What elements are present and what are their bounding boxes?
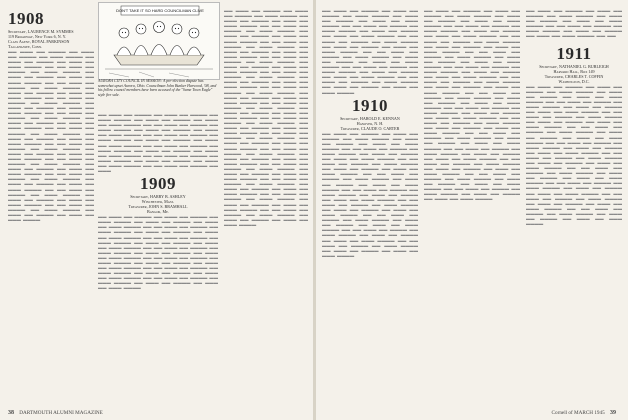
body-text-placeholder: ▬▬ ▬▬▬ ▬▬ ▬▬▬▬ ▬▬ ▬▬▬ ▬▬ ▬▬▬▬ ▬▬ ▬▬▬ ▬▬▬▬ ▬▬ ▬▬▬ ▬▬ ▬▬▬▬ ▬▬ ▬▬▬ ▬▬ ▬▬▬ ▬▬▬▬ ▬▬ ▬▬ ▬▬▬ ▬▬ ▬▬▬▬ ▬▬ ▬▬▬ ▬▬▬▬ ▬▬ ▬▬▬ ▬▬ ▬▬▬▬ ▬▬ ▬▬▬ ▬▬ ▬▬▬ ▬▬▬▬ ▬▬ ▬▬ — [526, 8, 622, 39]
cartoon-illustration — [98, 2, 220, 80]
left-folio — [8, 410, 103, 416]
body-text-placeholder: ▬▬ ▬▬▬ ▬▬ ▬▬▬▬ ▬▬ ▬▬▬ ▬▬ ▬▬▬▬ ▬▬ ▬▬▬ ▬▬▬▬ ▬▬ ▬▬▬ ▬▬ ▬▬▬▬ ▬▬ ▬▬▬ ▬▬ ▬▬▬ ▬▬▬▬ ▬▬ ▬▬ ▬▬▬ ▬▬ ▬▬▬▬ ▬▬ ▬▬▬ ▬▬▬▬ ▬▬ ▬▬▬ ▬▬ ▬▬▬▬ ▬▬ ▬▬▬ ▬▬ ▬▬▬ ▬▬▬▬ ▬▬ ▬▬ ▬▬▬ ▬▬ ▬▬▬▬ ▬▬ ▬▬▬ ▬▬▬▬ ▬▬ ▬▬▬ ▬▬ ▬▬▬▬ ▬▬ ▬▬▬ ▬▬ ▬▬▬ ▬▬▬▬ ▬▬ ▬▬ ▬▬▬ ▬▬ ▬▬▬▬ ▬▬ ▬▬▬ ▬▬▬▬ ▬▬ ▬▬▬ ▬▬ ▬▬▬▬ ▬▬ ▬▬▬ ▬▬ ▬▬▬ ▬▬▬▬ ▬▬ ▬▬ ▬▬▬ ▬▬ ▬▬▬▬ ▬▬ ▬▬▬ ▬▬▬▬ ▬▬ ▬▬▬ ▬▬ ▬▬▬▬ ▬▬ ▬▬▬ ▬▬ ▬▬▬ ▬▬▬▬ ▬▬ ▬▬ ▬▬▬ ▬▬ ▬▬▬▬ ▬▬ ▬▬▬ ▬▬▬▬ ▬▬ ▬▬▬ ▬▬ ▬▬▬▬ ▬▬ ▬▬▬ ▬▬ ▬▬▬ ▬▬▬▬ ▬▬ ▬▬ ▬▬▬ ▬▬ ▬▬▬▬ ▬▬ ▬▬▬ ▬▬▬▬ ▬▬ ▬▬▬ ▬▬ ▬▬▬▬ ▬▬ ▬▬▬ ▬▬ ▬▬▬ ▬▬▬▬ ▬▬ ▬▬ ▬▬▬ ▬▬ ▬▬▬▬ ▬▬ ▬▬▬ ▬▬▬▬ ▬▬ ▬▬▬ ▬▬ ▬▬▬▬ ▬▬ ▬▬▬ ▬▬ ▬▬▬ ▬▬▬▬ ▬▬ ▬▬ ▬▬▬ ▬▬ ▬▬▬▬ ▬▬ ▬▬▬ ▬▬▬▬ ▬▬ ▬▬▬ ▬▬ ▬▬▬▬ ▬▬ ▬▬▬ ▬▬ ▬▬▬ ▬▬▬▬ ▬▬ ▬▬ ▬▬▬ ▬▬ ▬▬▬▬ ▬▬ ▬▬▬ ▬▬▬▬ ▬▬ ▬▬▬ ▬▬ ▬▬▬▬ ▬▬ ▬▬▬ ▬▬ ▬▬▬ ▬▬▬▬ ▬▬ ▬▬ ▬▬▬ ▬▬ ▬▬▬▬ ▬▬ ▬▬▬ ▬▬▬▬ ▬▬ ▬▬▬ ▬▬ ▬▬▬▬ ▬▬ ▬▬▬ ▬▬ ▬▬▬ ▬▬▬▬ ▬▬ ▬▬ ▬▬▬ ▬▬ ▬▬▬▬ ▬▬ ▬▬▬ ▬▬▬▬ ▬▬ ▬▬▬ ▬▬ ▬▬▬▬ ▬▬ ▬▬▬ ▬▬ ▬▬▬ ▬▬▬▬ ▬▬ ▬▬ ▬▬▬ ▬▬ ▬▬▬▬ ▬▬ ▬▬▬ ▬▬▬▬ ▬▬ ▬▬▬ ▬▬ ▬▬▬▬ ▬▬ ▬▬▬ ▬▬ ▬▬▬ ▬▬▬▬ ▬▬ ▬▬ ▬▬▬ ▬▬ ▬▬▬▬ ▬▬ ▬▬▬ ▬▬▬▬ ▬▬ ▬▬▬ ▬▬ ▬▬▬▬ ▬▬ ▬▬▬ ▬▬ ▬▬▬ ▬▬▬▬ — [424, 8, 520, 202]
page-number-left: 38 — [8, 410, 14, 416]
body-text-placeholder: ▬▬ ▬▬▬ ▬▬ ▬▬▬▬ ▬▬ ▬▬▬ ▬▬ ▬▬▬▬ ▬▬ ▬▬▬ ▬▬▬▬ ▬▬ ▬▬▬ ▬▬ ▬▬▬▬ ▬▬ ▬▬▬ ▬▬ ▬▬▬ ▬▬▬▬ ▬▬ ▬▬ ▬▬▬ ▬▬ ▬▬▬▬ ▬▬ ▬▬▬ ▬▬▬▬ ▬▬ ▬▬▬ ▬▬ ▬▬▬▬ ▬▬ ▬▬▬ ▬▬ ▬▬▬ ▬▬▬▬ ▬▬ ▬▬ ▬▬▬ ▬▬ ▬▬▬▬ ▬▬ ▬▬▬ ▬▬▬▬ ▬▬ ▬▬▬ ▬▬ ▬▬▬▬ ▬▬ ▬▬▬ ▬▬ ▬▬▬ ▬▬▬▬ ▬▬ ▬▬ ▬▬▬ ▬▬ ▬▬▬▬ ▬▬ ▬▬▬ ▬▬▬▬ ▬▬ ▬▬▬ ▬▬ ▬▬▬▬ ▬▬ ▬▬▬ ▬▬ ▬▬▬ ▬▬▬▬ ▬▬ ▬▬ ▬▬▬ ▬▬ ▬▬▬▬ ▬▬ ▬▬▬ ▬▬▬▬ ▬▬ ▬▬▬ ▬▬ ▬▬▬▬ ▬▬ ▬▬▬ ▬▬ ▬▬▬ ▬▬▬▬ ▬▬ ▬▬ ▬▬▬ ▬▬ ▬▬▬▬ ▬▬ ▬▬▬ ▬▬▬▬ ▬▬ ▬▬▬ ▬▬ ▬▬▬▬ ▬▬ ▬▬▬ ▬▬ ▬▬▬ ▬▬▬▬ ▬▬ ▬▬ ▬▬▬ ▬▬ ▬▬▬▬ ▬▬ ▬▬▬ ▬▬▬▬ ▬▬ ▬▬▬ ▬▬ ▬▬▬▬ ▬▬ ▬▬▬ ▬▬ ▬▬▬ ▬▬▬▬ ▬▬ ▬▬ ▬▬▬ ▬▬ ▬▬▬▬ ▬▬ ▬▬▬ ▬▬▬▬ ▬▬ ▬▬▬ ▬▬ ▬▬▬▬ ▬▬ ▬▬▬ ▬▬ ▬▬▬ ▬▬▬▬ ▬▬ ▬▬ ▬▬▬ ▬▬ ▬▬▬▬ ▬▬ ▬▬▬ ▬▬▬▬ ▬▬ ▬▬▬ ▬▬ ▬▬▬▬ ▬▬ ▬▬▬ ▬▬ ▬▬▬ ▬▬▬▬ ▬▬ ▬▬ ▬▬▬ ▬▬ ▬▬▬▬ ▬▬ ▬▬▬ ▬▬▬▬ ▬▬ ▬▬▬ ▬▬ ▬▬▬▬ ▬▬ ▬▬▬ ▬▬ ▬▬▬ ▬▬▬▬ ▬▬ ▬▬ ▬▬▬ ▬▬ ▬▬▬▬ ▬▬ ▬▬▬ ▬▬▬▬ ▬▬ ▬▬▬ ▬▬ ▬▬▬▬ ▬▬ ▬▬▬ ▬▬ ▬▬▬ ▬▬▬▬ ▬▬ ▬▬ ▬▬▬ ▬▬ ▬▬▬▬ ▬▬ ▬▬▬ ▬▬▬▬ ▬▬ ▬▬▬ ▬▬ ▬▬▬▬ ▬▬ ▬▬▬ ▬▬ ▬▬▬ ▬▬▬▬ ▬▬ ▬▬ ▬▬▬ ▬▬ ▬▬▬▬ ▬▬ ▬▬▬ ▬▬▬▬ ▬▬ ▬▬▬ ▬▬ ▬▬▬▬ ▬▬ ▬▬▬ ▬▬ ▬▬▬ ▬▬▬▬ ▬▬ ▬▬ ▬▬▬ ▬▬ ▬▬▬▬ ▬▬ ▬▬▬ ▬▬▬▬ ▬▬ ▬▬▬ ▬▬ ▬▬▬▬ ▬▬ ▬▬▬ ▬▬ ▬▬▬ ▬▬▬▬ — [224, 8, 308, 227]
address-line: Winchester, Mass. — [141, 199, 175, 205]
body-text-placeholder: ▬▬ ▬▬▬ ▬▬ ▬▬▬▬ ▬▬ ▬▬▬ ▬▬ ▬▬▬▬ ▬▬ ▬▬▬ ▬▬▬▬ ▬▬ ▬▬▬ ▬▬ ▬▬▬▬ ▬▬ ▬▬▬ ▬▬ ▬▬▬ ▬▬▬▬ ▬▬ ▬▬ ▬▬▬ ▬▬ ▬▬▬▬ ▬▬ ▬▬▬ ▬▬▬▬ ▬▬ ▬▬▬ ▬▬ ▬▬▬▬ ▬▬ ▬▬▬ ▬▬ ▬▬▬ ▬▬▬▬ ▬▬ ▬▬ ▬▬▬ ▬▬ ▬▬▬▬ ▬▬ ▬▬▬ ▬▬▬▬ ▬▬ ▬▬▬ ▬▬ ▬▬▬▬ ▬▬ ▬▬▬ ▬▬ ▬▬▬ ▬▬▬▬ ▬▬ ▬▬ ▬▬▬ ▬▬ ▬▬▬▬ ▬▬ ▬▬▬ ▬▬▬▬ ▬▬ ▬▬▬ ▬▬ ▬▬▬▬ ▬▬ ▬▬▬ ▬▬ ▬▬▬ ▬▬▬▬ ▬▬ ▬▬ ▬▬▬ ▬▬ ▬▬▬▬ ▬▬ ▬▬▬ ▬▬▬▬ ▬▬ ▬▬▬ ▬▬ ▬▬▬▬ ▬▬ ▬▬▬ ▬▬ ▬▬▬ ▬▬▬▬ ▬▬ ▬▬ ▬▬▬ ▬▬ ▬▬▬▬ ▬▬ ▬▬▬ ▬▬▬▬ ▬▬ ▬▬▬ ▬▬ ▬▬▬▬ ▬▬ ▬▬▬ ▬▬ ▬▬▬ ▬▬▬▬ ▬▬ ▬▬ ▬▬▬ ▬▬ ▬▬▬▬ ▬▬ ▬▬▬ ▬▬▬▬ ▬▬ ▬▬▬ ▬▬ ▬▬▬▬ ▬▬ ▬▬▬ ▬▬ ▬▬▬ ▬▬▬▬ ▬▬ ▬▬ ▬▬▬ ▬▬ ▬▬▬▬ ▬▬ ▬▬▬ ▬▬▬▬ ▬▬ ▬▬▬ ▬▬ ▬▬▬▬ ▬▬ ▬▬▬ ▬▬ ▬▬▬ ▬▬▬▬ ▬▬ ▬▬ ▬▬▬ ▬▬ ▬▬▬▬ ▬▬ ▬▬▬ ▬▬▬▬ ▬▬ ▬▬▬ ▬▬ ▬▬▬▬ ▬▬ ▬▬▬ ▬▬ ▬▬▬ ▬▬▬▬ — [322, 130, 418, 258]
right-column-2 — [424, 8, 520, 202]
cartoon-drawing — [99, 3, 219, 79]
address-line: 119 Broadway, New York 6, N. Y. — [8, 34, 67, 39]
class-agent-line: Treasurer, JOHN S. BRAMHALL — [128, 204, 188, 210]
cartoon-banner-text: DON'T TAKE IT SO HARD COUNCILMAN CLIVE — [116, 8, 204, 14]
issue-date: Cornell of MARCH 1945 — [551, 410, 605, 416]
page-number-right: 39 — [610, 410, 616, 416]
address-line-2: Tallahassee, Conn. — [8, 44, 43, 49]
secretary-line: Secretary, HAROLD E. KENNAN — [340, 115, 400, 121]
class-year-1910: 1910 — [352, 95, 388, 115]
class-agent-line: Treasurer, CHARLES T. COFFIN — [544, 73, 604, 79]
class-agent-line: Treasurer, CLAUDE O. CARTER — [340, 125, 400, 131]
class-year-1911: 1911 — [556, 43, 592, 63]
class-year-1909: 1909 — [140, 174, 176, 194]
address-line-2: Washington, D.C. — [558, 78, 590, 84]
right-column-3 — [526, 8, 622, 226]
body-text-placeholder: ▬▬ ▬▬▬ ▬▬ ▬▬▬▬ ▬▬ ▬▬▬ ▬▬ ▬▬▬▬ ▬▬ ▬▬▬ ▬▬▬▬ ▬▬ ▬▬▬ ▬▬ ▬▬▬▬ ▬▬ ▬▬▬ ▬▬ ▬▬▬ ▬▬▬▬ ▬▬ ▬▬ ▬▬▬ ▬▬ ▬▬▬▬ ▬▬ ▬▬▬ ▬▬▬▬ ▬▬ ▬▬▬ ▬▬ ▬▬▬▬ ▬▬ ▬▬▬ ▬▬ ▬▬▬ ▬▬▬▬ ▬▬ ▬▬ ▬▬▬ ▬▬ ▬▬▬▬ ▬▬ ▬▬▬ ▬▬▬▬ ▬▬ ▬▬▬ ▬▬ ▬▬▬▬ ▬▬ ▬▬▬ ▬▬ ▬▬▬ ▬▬▬▬ ▬▬ ▬▬ ▬▬▬ ▬▬ ▬▬▬▬ ▬▬ ▬▬▬ ▬▬▬▬ ▬▬ ▬▬▬ ▬▬ ▬▬▬▬ ▬▬ ▬▬▬ ▬▬ ▬▬▬ ▬▬▬▬ ▬▬ ▬▬ ▬▬▬ ▬▬ ▬▬▬▬ ▬▬ ▬▬▬ ▬▬▬▬ ▬▬ ▬▬▬ ▬▬ ▬▬▬▬ ▬▬ ▬▬▬ ▬▬ ▬▬▬ ▬▬▬▬ ▬▬ ▬▬ ▬▬▬ ▬▬ ▬▬▬▬ ▬▬ ▬▬▬ — [98, 112, 218, 174]
left-column-2-lower — [98, 112, 218, 291]
left-column-1 — [8, 8, 94, 222]
body-text-placeholder: ▬▬ ▬▬▬ ▬▬ ▬▬▬▬ ▬▬ ▬▬▬ ▬▬ ▬▬▬▬ ▬▬ ▬▬▬ ▬▬▬▬ ▬▬ ▬▬▬ ▬▬ ▬▬▬▬ ▬▬ ▬▬▬ ▬▬ ▬▬▬ ▬▬▬▬ ▬▬ ▬▬ ▬▬▬ ▬▬ ▬▬▬▬ ▬▬ ▬▬▬ ▬▬▬▬ ▬▬ ▬▬▬ ▬▬ ▬▬▬▬ ▬▬ ▬▬▬ ▬▬ ▬▬▬ ▬▬▬▬ ▬▬ ▬▬ ▬▬▬ ▬▬ ▬▬▬▬ ▬▬ ▬▬▬ ▬▬▬▬ ▬▬ ▬▬▬ ▬▬ ▬▬▬▬ ▬▬ ▬▬▬ ▬▬ ▬▬▬ ▬▬▬▬ ▬▬ ▬▬ ▬▬▬ ▬▬ ▬▬▬▬ ▬▬ ▬▬▬ ▬▬▬▬ ▬▬ ▬▬▬ ▬▬ ▬▬▬▬ ▬▬ ▬▬▬ ▬▬ ▬▬▬ ▬▬▬▬ ▬▬ ▬▬ ▬▬▬ ▬▬ ▬▬▬▬ ▬▬ ▬▬▬ ▬▬▬▬ ▬▬ ▬▬▬ ▬▬ ▬▬▬▬ ▬▬ ▬▬▬ ▬▬ ▬▬▬ ▬▬▬▬ ▬▬ ▬▬ ▬▬▬ ▬▬ ▬▬▬▬ ▬▬ ▬▬▬ ▬▬▬▬ ▬▬ ▬▬▬ ▬▬ ▬▬▬▬ ▬▬ ▬▬▬ ▬▬ ▬▬▬ ▬▬▬▬ ▬▬ ▬▬ ▬▬▬ ▬▬ ▬▬▬▬ ▬▬ ▬▬▬ ▬▬▬▬ ▬▬ ▬▬▬ ▬▬ ▬▬▬▬ ▬▬ ▬▬▬ ▬▬ ▬▬▬ ▬▬▬▬ ▬▬ ▬▬ ▬▬▬ ▬▬ ▬▬▬▬ ▬▬ ▬▬▬ ▬▬▬▬ ▬▬ ▬▬▬ ▬▬ ▬▬▬▬ ▬▬ ▬▬▬ ▬▬ ▬▬▬ ▬▬▬▬ ▬▬ ▬▬ ▬▬▬ ▬▬ ▬▬▬▬ ▬▬ ▬▬▬ ▬▬▬▬ ▬▬ ▬▬▬ ▬▬ ▬▬▬▬ ▬▬ ▬▬▬ ▬▬ ▬▬▬ ▬▬▬▬ ▬▬ ▬▬ ▬▬▬ ▬▬ ▬▬▬▬ ▬▬ ▬▬▬ ▬▬▬▬ ▬▬ ▬▬▬ ▬▬ ▬▬▬▬ ▬▬ ▬▬▬ ▬▬ ▬▬▬ ▬▬▬▬ — [526, 83, 622, 227]
address-line: Harvard Hall, Box 149 — [553, 68, 595, 74]
body-text-placeholder: ▬▬ ▬▬▬ ▬▬ ▬▬▬▬ ▬▬ ▬▬▬ ▬▬ ▬▬▬▬ ▬▬ ▬▬▬ ▬▬▬▬ ▬▬ ▬▬▬ ▬▬ ▬▬▬▬ ▬▬ ▬▬▬ ▬▬ ▬▬▬ ▬▬▬▬ ▬▬ ▬▬ ▬▬▬ ▬▬ ▬▬▬▬ ▬▬ ▬▬▬ ▬▬▬▬ ▬▬ ▬▬▬ ▬▬ ▬▬▬▬ ▬▬ ▬▬▬ ▬▬ ▬▬▬ ▬▬▬▬ ▬▬ ▬▬ ▬▬▬ ▬▬ ▬▬▬▬ ▬▬ ▬▬▬ ▬▬▬▬ ▬▬ ▬▬▬ ▬▬ ▬▬▬▬ ▬▬ ▬▬▬ ▬▬ ▬▬▬ ▬▬▬▬ ▬▬ ▬▬ ▬▬▬ ▬▬ ▬▬▬▬ ▬▬ ▬▬▬ ▬▬▬▬ ▬▬ ▬▬▬ ▬▬ ▬▬▬▬ ▬▬ ▬▬▬ ▬▬ ▬▬▬ ▬▬▬▬ ▬▬ ▬▬ ▬▬▬ ▬▬ ▬▬▬▬ ▬▬ ▬▬▬ ▬▬▬▬ ▬▬ ▬▬▬ ▬▬ ▬▬▬▬ ▬▬ ▬▬▬ ▬▬ ▬▬▬ ▬▬▬▬ ▬▬ ▬▬ ▬▬▬ ▬▬ ▬▬▬▬ ▬▬ ▬▬▬ ▬▬▬▬ ▬▬ ▬▬▬ ▬▬ ▬▬▬▬ ▬▬ ▬▬▬ ▬▬ ▬▬▬ ▬▬▬▬ ▬▬ ▬▬ ▬▬▬ ▬▬ ▬▬▬▬ ▬▬ ▬▬▬ ▬▬▬▬ ▬▬ ▬▬▬ ▬▬ ▬▬▬▬ ▬▬ ▬▬▬ ▬▬ ▬▬▬ ▬▬▬▬ — [98, 214, 218, 291]
body-text-placeholder: ▬▬ ▬▬▬ ▬▬ ▬▬▬▬ ▬▬ ▬▬▬ ▬▬ ▬▬▬▬ ▬▬ ▬▬▬ ▬▬▬▬ ▬▬ ▬▬▬ ▬▬ ▬▬▬▬ ▬▬ ▬▬▬ ▬▬ ▬▬▬ ▬▬▬▬ ▬▬ ▬▬ ▬▬▬ ▬▬ ▬▬▬▬ ▬▬ ▬▬▬ ▬▬▬▬ ▬▬ ▬▬▬ ▬▬ ▬▬▬▬ ▬▬ ▬▬▬ ▬▬ ▬▬▬ ▬▬▬▬ ▬▬ ▬▬ ▬▬▬ ▬▬ ▬▬▬▬ ▬▬ ▬▬▬ ▬▬▬▬ ▬▬ ▬▬▬ ▬▬ ▬▬▬▬ ▬▬ ▬▬▬ ▬▬ ▬▬▬ ▬▬▬▬ ▬▬ ▬▬ ▬▬▬ ▬▬ ▬▬▬▬ ▬▬ ▬▬▬ ▬▬▬▬ ▬▬ ▬▬▬ ▬▬ ▬▬▬▬ ▬▬ ▬▬▬ ▬▬ ▬▬▬ ▬▬▬▬ ▬▬ ▬▬ ▬▬▬ ▬▬ ▬▬▬▬ ▬▬ ▬▬▬ ▬▬▬▬ ▬▬ ▬▬▬ ▬▬ ▬▬▬▬ ▬▬ ▬▬▬ ▬▬ ▬▬▬ ▬▬▬▬ ▬▬ ▬▬ ▬▬▬ ▬▬ ▬▬▬▬ ▬▬ ▬▬▬ ▬▬▬▬ ▬▬ ▬▬▬ ▬▬ ▬▬▬▬ ▬▬ ▬▬▬ ▬▬ ▬▬▬ ▬▬▬▬ — [322, 8, 418, 95]
right-folio — [552, 410, 620, 416]
body-text-placeholder: ▬▬ ▬▬▬ ▬▬ ▬▬▬▬ ▬▬ ▬▬▬ ▬▬ ▬▬▬▬ ▬▬ ▬▬▬ ▬▬▬▬ ▬▬ ▬▬▬ ▬▬ ▬▬▬▬ ▬▬ ▬▬▬ ▬▬ ▬▬▬ ▬▬▬▬ ▬▬ ▬▬ ▬▬▬ ▬▬ ▬▬▬▬ ▬▬ ▬▬▬ ▬▬▬▬ ▬▬ ▬▬▬ ▬▬ ▬▬▬▬ ▬▬ ▬▬▬ ▬▬ ▬▬▬ ▬▬▬▬ ▬▬ ▬▬ ▬▬▬ ▬▬ ▬▬▬▬ ▬▬ ▬▬▬ ▬▬▬▬ ▬▬ ▬▬▬ ▬▬ ▬▬▬▬ ▬▬ ▬▬▬ ▬▬ ▬▬▬ ▬▬▬▬ ▬▬ ▬▬ ▬▬▬ ▬▬ ▬▬▬▬ ▬▬ ▬▬▬ ▬▬▬▬ ▬▬ ▬▬▬ ▬▬ ▬▬▬▬ ▬▬ ▬▬▬ ▬▬ ▬▬▬ ▬▬▬▬ ▬▬ ▬▬ ▬▬▬ ▬▬ ▬▬▬▬ ▬▬ ▬▬▬ ▬▬▬▬ ▬▬ ▬▬▬ ▬▬ ▬▬▬▬ ▬▬ ▬▬▬ ▬▬ ▬▬▬ ▬▬▬▬ ▬▬ ▬▬ ▬▬▬ ▬▬ ▬▬▬▬ ▬▬ ▬▬▬ ▬▬▬▬ ▬▬ ▬▬▬ ▬▬ ▬▬▬▬ ▬▬ ▬▬▬ ▬▬ ▬▬▬ ▬▬▬▬ ▬▬ ▬▬ ▬▬▬ ▬▬ ▬▬▬▬ ▬▬ ▬▬▬ ▬▬▬▬ ▬▬ ▬▬▬ ▬▬ ▬▬▬▬ ▬▬ ▬▬▬ ▬▬ ▬▬▬ ▬▬▬▬ ▬▬ ▬▬ ▬▬▬ ▬▬ ▬▬▬▬ ▬▬ ▬▬▬ ▬▬▬▬ ▬▬ ▬▬▬ ▬▬ ▬▬▬▬ ▬▬ ▬▬▬ ▬▬ ▬▬▬ ▬▬▬▬ ▬▬ ▬▬ ▬▬▬ ▬▬ ▬▬▬▬ ▬▬ ▬▬▬ ▬▬▬▬ ▬▬ ▬▬▬ ▬▬ ▬▬▬▬ ▬▬ ▬▬▬ ▬▬ ▬▬▬ ▬▬▬▬ ▬▬ ▬▬ ▬▬▬ ▬▬ ▬▬▬▬ ▬▬ ▬▬▬ ▬▬▬▬ ▬▬ ▬▬▬ ▬▬ ▬▬▬▬ ▬▬ ▬▬▬ ▬▬ ▬▬▬ ▬▬▬▬ ▬▬ ▬▬ ▬▬▬ ▬▬ ▬▬▬▬ ▬▬ ▬▬▬ ▬▬▬▬ ▬▬ ▬▬▬ ▬▬ ▬▬▬▬ ▬▬ ▬▬▬ ▬▬ ▬▬▬ ▬▬▬▬ — [8, 49, 94, 223]
address-line-2: Bangor, Me. — [147, 209, 169, 215]
magazine-title: DARTMOUTH ALUMNI MAGAZINE — [19, 410, 103, 416]
class-year-1908: 1908 — [8, 9, 44, 28]
class-agent-line: Class Agent, ROYAL PARKINSON — [8, 39, 70, 44]
right-page — [316, 0, 628, 420]
secretary-line: Secretary, LAURENCE M. SYMMES — [8, 29, 74, 34]
right-column-1 — [322, 8, 418, 258]
secretary-line: Secretary, NATHANIEL G. BURLEIGH — [539, 63, 609, 69]
left-column-3 — [224, 8, 308, 227]
secretary-line: Secretary, HARRY B. ASHLEY — [130, 194, 186, 200]
address-line: Hanover, N. H. — [356, 120, 384, 126]
cartoon-caption: AURORA CITY COUNCIL IN SESSION: A pre-election dispute has somewhat upset Aurora, Ohio. Councilman John Bunker Harwood, '08, and his fellow council members have been accused of the "Same Town Eagle" style fire sale. — [98, 79, 217, 97]
